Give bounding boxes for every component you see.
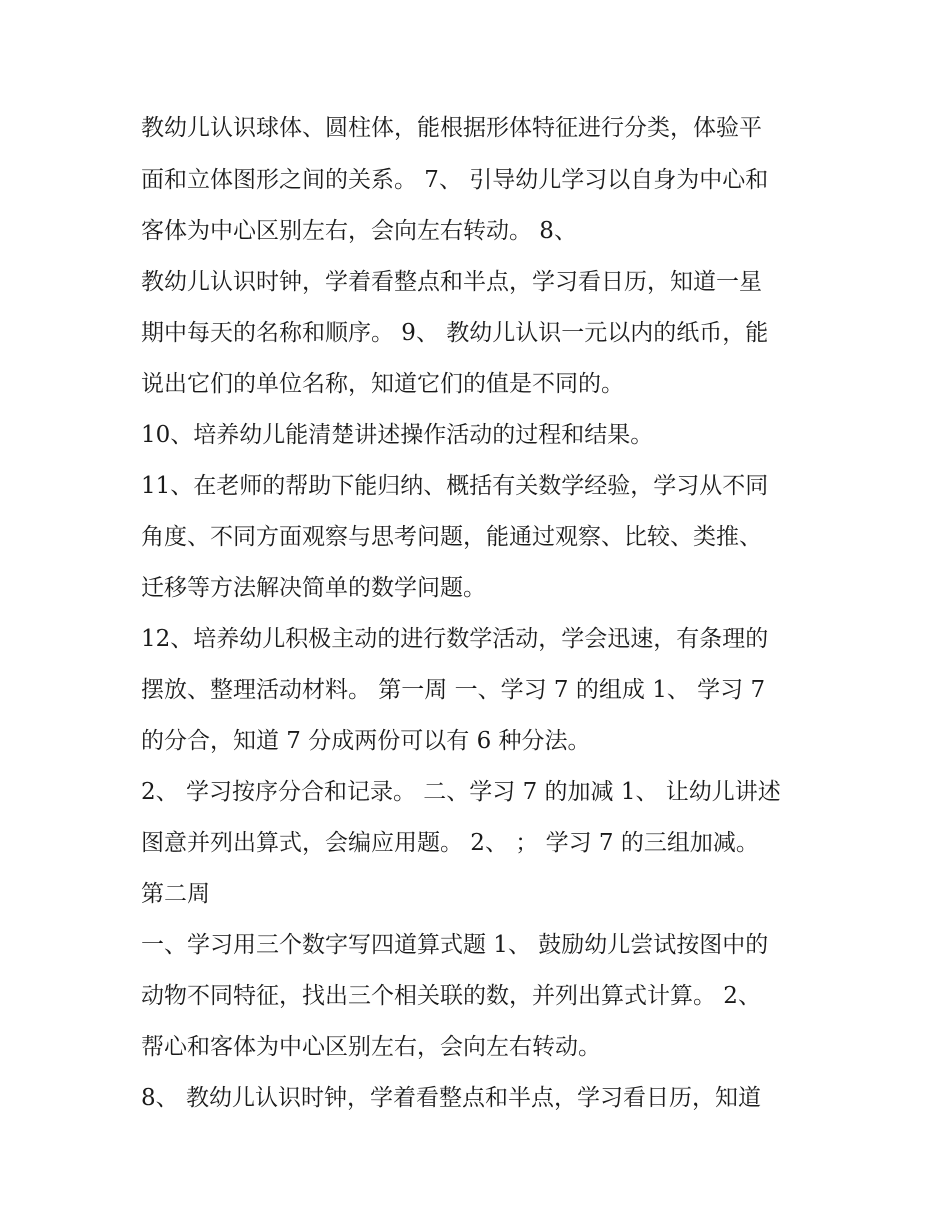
- text-line-9: 角度、不同方面观察与思考问题，能通过观察、比较、类推、: [141, 524, 762, 550]
- text-line-8: 11、在老师的帮助下能归纳、概括有关数学经验，学习从不同: [141, 473, 769, 499]
- text-line-2: 面和立体图形之间的关系。 7、 引导幼儿学习以自身为中心和: [141, 167, 769, 193]
- text-line-13: 的分合，知道 7 分成两份可以有 6 种分法。: [141, 728, 591, 754]
- text-line-20: 8、 教幼儿认识时钟，学着看整点和半点，学习看日历，知道: [141, 1085, 761, 1111]
- text-line-14: 2、 学习按序分合和记录。 二、学习 7 的加减 1、 让幼儿讲述: [141, 779, 781, 805]
- text-line-10: 迁移等方法解决简单的数学问题。: [141, 575, 486, 601]
- text-line-15: 图意并列出算式，会编应用题。 2、 ； 学习 7 的三组加减。: [141, 830, 759, 856]
- text-line-17: 一、学习用三个数字写四道算式题 1、 鼓励幼儿尝试按图中的: [141, 932, 769, 958]
- text-line-16: 第二周: [141, 881, 210, 907]
- text-line-3: 客体为中心区别左右，会向左右转动。 8、: [141, 218, 577, 244]
- text-line-7: 10、培养幼儿能清楚讲述操作活动的过程和结果。: [141, 422, 654, 448]
- text-line-6: 说出它们的单位名称，知道它们的值是不同的。: [141, 371, 624, 397]
- text-line-11: 12、培养幼儿积极主动的进行数学活动，学会迅速，有条理的: [141, 626, 769, 652]
- text-line-5: 期中每天的名称和顺序。 9、 教幼儿认识一元以内的纸币，能: [141, 320, 769, 346]
- text-line-1: 教幼儿认识球体、圆柱体，能根据形体特征进行分类，体验平: [141, 115, 762, 141]
- text-line-12: 摆放、整理活动材料。 第一周 一、学习 7 的组成 1、 学习 7: [141, 677, 766, 703]
- text-line-19: 帮心和客体为中心区别左右，会向左右转动。: [141, 1034, 601, 1060]
- text-line-18: 动物不同特征，找出三个相关联的数，并列出算式计算。 2、: [141, 983, 761, 1009]
- text-line-4: 教幼儿认识时钟，学着看整点和半点，学习看日历，知道一星: [141, 269, 762, 295]
